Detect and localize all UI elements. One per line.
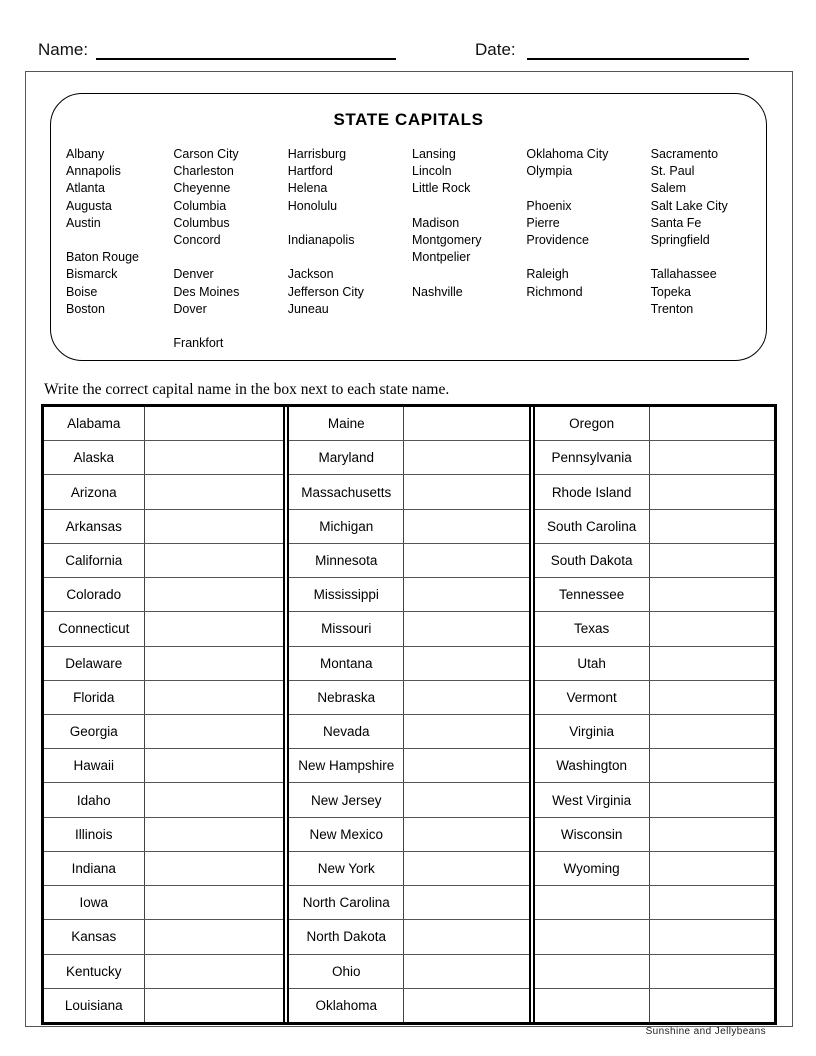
table-row: [535, 852, 774, 886]
capital-name: Montgomery: [412, 232, 482, 247]
answer-cell[interactable]: [404, 715, 528, 748]
answer-cell[interactable]: [650, 749, 774, 782]
capital-name: Honolulu: [287, 198, 338, 213]
answer-cell[interactable]: [404, 749, 528, 782]
table-group-2: [287, 407, 530, 1022]
state-cell: Illinois: [44, 818, 145, 851]
capital-name: St. Paul: [650, 164, 695, 179]
capitals-column-3: [288, 146, 412, 352]
answer-cell[interactable]: [650, 989, 774, 1022]
capital-name: Denver: [173, 267, 214, 282]
capital-name: Helena: [287, 181, 328, 196]
state-cell: West Virginia: [535, 783, 650, 816]
state-cell: Massachusetts: [289, 475, 404, 508]
table-row: [535, 681, 774, 715]
table-row: [289, 647, 528, 681]
table-row: [44, 544, 283, 578]
state-cell: Wisconsin: [535, 818, 650, 851]
table-row: [289, 475, 528, 509]
table-row: [44, 852, 283, 886]
answer-cell[interactable]: [145, 681, 284, 714]
capital-name: Pierre: [526, 215, 560, 230]
table-row: [289, 749, 528, 783]
state-cell: Alabama: [44, 407, 145, 440]
capital-name: Carson City: [173, 147, 239, 161]
state-cell: Georgia: [44, 715, 145, 748]
capital-name: Columbia: [173, 198, 227, 213]
capital-name: Albany: [66, 147, 105, 161]
blank-line-spacer: [651, 335, 762, 352]
answer-cell[interactable]: [145, 989, 284, 1022]
empty-state-cell: [535, 920, 650, 953]
table-row: [44, 783, 283, 817]
blank-line-spacer: [412, 335, 526, 352]
capital-name: Boise: [66, 284, 98, 299]
table-row: [289, 920, 528, 954]
capital-name: Springfield: [650, 232, 710, 247]
state-cell: Texas: [535, 612, 650, 645]
answer-cell[interactable]: [145, 749, 284, 782]
state-cell: North Dakota: [289, 920, 404, 953]
state-cell: Nebraska: [289, 681, 404, 714]
capitals-column-6: [651, 146, 762, 352]
table-group-3: [533, 407, 774, 1022]
table-row: [289, 681, 528, 715]
capital-name: Columbus: [173, 215, 230, 230]
capital-name: Augusta: [66, 198, 112, 213]
state-cell: Delaware: [44, 647, 145, 680]
capital-name: Salem: [650, 181, 687, 196]
table-row: [535, 715, 774, 749]
state-cell: Colorado: [44, 578, 145, 611]
capital-name: Frankfort: [173, 336, 224, 351]
state-cell: New Mexico: [289, 818, 404, 851]
blank-line-spacer: [173, 318, 287, 335]
state-cell: Arkansas: [44, 510, 145, 543]
blank-line-spacer: [526, 318, 650, 335]
blank-line-spacer: [66, 232, 173, 249]
answer-cell[interactable]: [145, 407, 284, 440]
table-row: [289, 407, 528, 441]
capital-name: Bismarck: [66, 267, 118, 282]
state-cell: New Hampshire: [289, 749, 404, 782]
table-row: [44, 441, 283, 475]
state-cell: Alaska: [44, 441, 145, 474]
blank-line-spacer: [412, 266, 526, 283]
answer-cell[interactable]: [650, 955, 774, 988]
state-cell: New York: [289, 852, 404, 885]
answer-cell[interactable]: [650, 612, 774, 645]
state-cell: Arizona: [44, 475, 145, 508]
empty-state-cell: [535, 886, 650, 919]
answer-cell[interactable]: [404, 989, 528, 1022]
answer-cell[interactable]: [404, 578, 528, 611]
answer-cell[interactable]: [404, 441, 528, 474]
table-row: [289, 852, 528, 886]
name-label: Name:: [38, 40, 89, 59]
table-row: [44, 647, 283, 681]
state-cell: North Carolina: [289, 886, 404, 919]
table-row: [289, 510, 528, 544]
answer-cell[interactable]: [650, 681, 774, 714]
answer-cell[interactable]: [404, 920, 528, 953]
blank-line-spacer: [173, 249, 287, 266]
date-label: Date:: [475, 40, 516, 59]
table-row: [535, 783, 774, 817]
answer-cell[interactable]: [650, 920, 774, 953]
table-row: [44, 886, 283, 920]
state-cell: Nevada: [289, 715, 404, 748]
capital-name: Topeka: [650, 284, 691, 299]
credit-text: Sunshine and Jellybeans: [645, 1026, 766, 1037]
state-cell: Maine: [289, 407, 404, 440]
capital-name: Atlanta: [66, 181, 105, 196]
table-row: [535, 749, 774, 783]
state-cell: Minnesota: [289, 544, 404, 577]
state-cell: Pennsylvania: [535, 441, 650, 474]
blank-line-spacer: [288, 335, 412, 352]
capital-name: Lincoln: [412, 164, 452, 179]
state-cell: Kansas: [44, 920, 145, 953]
capital-name: Raleigh: [526, 267, 569, 282]
capital-name: Austin: [66, 215, 101, 230]
blank-line-spacer: [288, 215, 412, 232]
state-cell: Hawaii: [44, 749, 145, 782]
table-row: [44, 578, 283, 612]
capital-name: Santa Fe: [650, 215, 702, 230]
answer-cell[interactable]: [145, 715, 284, 748]
capital-name: Charleston: [173, 164, 234, 179]
answer-cell[interactable]: [404, 544, 528, 577]
state-cell: Tennessee: [535, 578, 650, 611]
answer-cell[interactable]: [404, 612, 528, 645]
capitals-column-1: [66, 146, 173, 352]
state-cell: Ohio: [289, 955, 404, 988]
table-row: [535, 612, 774, 646]
capital-name: Des Moines: [173, 284, 240, 299]
capital-name: Madison: [412, 215, 460, 230]
table-row: [535, 475, 774, 509]
state-cell: Oregon: [535, 407, 650, 440]
answer-cell[interactable]: [650, 818, 774, 851]
empty-state-cell: [535, 955, 650, 988]
capital-name: Sacramento: [650, 147, 719, 161]
state-cell: Montana: [289, 647, 404, 680]
state-cell: Louisiana: [44, 989, 145, 1022]
state-cell: Michigan: [289, 510, 404, 543]
table-row: [289, 989, 528, 1022]
capital-name: Juneau: [287, 301, 329, 316]
capital-name: Montpelier: [412, 250, 471, 265]
answer-cell[interactable]: [650, 783, 774, 816]
blank-line-spacer: [412, 318, 526, 335]
capitals-columns: [66, 146, 762, 352]
capital-name: Jefferson City: [287, 284, 364, 299]
answer-cell[interactable]: [650, 852, 774, 885]
table-row: [535, 920, 774, 954]
state-cell: Vermont: [535, 681, 650, 714]
answer-cell[interactable]: [145, 920, 284, 953]
table-row: [44, 920, 283, 954]
date-input-line[interactable]: [527, 40, 749, 60]
answer-cell[interactable]: [145, 886, 284, 919]
capital-name: Hartford: [287, 164, 333, 179]
capital-name: Richmond: [526, 284, 583, 299]
answer-cell[interactable]: [650, 647, 774, 680]
table-row: [44, 818, 283, 852]
answer-cell[interactable]: [650, 475, 774, 508]
blank-line-spacer: [651, 318, 762, 335]
answer-cell[interactable]: [650, 886, 774, 919]
answer-cell[interactable]: [404, 647, 528, 680]
table-row: [44, 475, 283, 509]
capitals-column-5: [526, 146, 650, 352]
state-cell: South Dakota: [535, 544, 650, 577]
capital-name: Cheyenne: [173, 181, 231, 196]
empty-state-cell: [535, 989, 650, 1022]
state-cell: Utah: [535, 647, 650, 680]
state-cell: Idaho: [44, 783, 145, 816]
capital-name: Lansing: [412, 147, 456, 161]
answer-cell[interactable]: [145, 818, 284, 851]
word-bank-title: STATE CAPITALS: [333, 110, 484, 129]
table-row: [535, 818, 774, 852]
table-row: [289, 783, 528, 817]
table-row: [535, 510, 774, 544]
table-group-1: [44, 407, 285, 1022]
capital-name: Baton Rouge: [66, 250, 139, 265]
answer-cell[interactable]: [404, 955, 528, 988]
state-capital-table: [41, 404, 777, 1025]
answer-cell[interactable]: [404, 783, 528, 816]
answer-cell[interactable]: [404, 852, 528, 885]
capital-name: Jackson: [287, 267, 334, 282]
answer-cell[interactable]: [404, 510, 528, 543]
answer-cell[interactable]: [145, 955, 284, 988]
answer-cell[interactable]: [145, 510, 284, 543]
state-cell: Rhode Island: [535, 475, 650, 508]
state-cell: Maryland: [289, 441, 404, 474]
table-row: [44, 510, 283, 544]
table-row: [44, 715, 283, 749]
blank-line-spacer: [526, 180, 650, 197]
instruction-text: Write the correct capital name in the box next to each state name.: [44, 381, 450, 398]
answer-cell[interactable]: [145, 852, 284, 885]
table-row: [44, 407, 283, 441]
state-cell: South Carolina: [535, 510, 650, 543]
capital-name: Salt Lake City: [650, 198, 728, 213]
state-cell: Washington: [535, 749, 650, 782]
table-row: [535, 407, 774, 441]
blank-line-spacer: [526, 249, 650, 266]
state-cell: Missouri: [289, 612, 404, 645]
answer-cell[interactable]: [650, 578, 774, 611]
answer-cell[interactable]: [404, 818, 528, 851]
table-row: [289, 818, 528, 852]
capital-name: Concord: [173, 232, 221, 247]
capital-name: Harrisburg: [287, 147, 347, 161]
table-row: [289, 544, 528, 578]
capital-name: Dover: [173, 301, 207, 316]
answer-cell[interactable]: [145, 441, 284, 474]
answer-cell[interactable]: [650, 441, 774, 474]
blank-line-spacer: [66, 318, 173, 335]
table-row: [44, 681, 283, 715]
blank-line-spacer: [288, 318, 412, 335]
answer-cell[interactable]: [145, 578, 284, 611]
capitals-column-4: [412, 146, 526, 352]
capitals-word-bank: [50, 93, 767, 361]
state-cell: Virginia: [535, 715, 650, 748]
state-cell: California: [44, 544, 145, 577]
capital-name: Phoenix: [526, 198, 572, 213]
table-row: [289, 578, 528, 612]
capital-name: Providence: [526, 232, 589, 247]
blank-line-spacer: [412, 198, 526, 215]
table-row: [535, 544, 774, 578]
blank-line-spacer: [288, 249, 412, 266]
answer-cell[interactable]: [145, 612, 284, 645]
capital-name: Boston: [66, 301, 105, 316]
capital-name: Olympia: [526, 164, 573, 179]
table-row: [535, 441, 774, 475]
answer-cell[interactable]: [404, 407, 528, 440]
table-row: [44, 612, 283, 646]
blank-line-spacer: [66, 335, 173, 352]
table-row: [289, 612, 528, 646]
answer-cell[interactable]: [404, 886, 528, 919]
capital-name: Trenton: [650, 301, 694, 316]
table-row: [535, 989, 774, 1022]
answer-cell[interactable]: [145, 544, 284, 577]
capital-name: Indianapolis: [287, 232, 355, 247]
state-cell: Iowa: [44, 886, 145, 919]
table-row: [535, 647, 774, 681]
table-row: [44, 749, 283, 783]
answer-cell[interactable]: [145, 647, 284, 680]
answer-cell[interactable]: [650, 544, 774, 577]
blank-line-spacer: [412, 301, 526, 318]
table-row: [535, 955, 774, 989]
answer-cell[interactable]: [650, 407, 774, 440]
table-row: [289, 715, 528, 749]
state-cell: Kentucky: [44, 955, 145, 988]
answer-cell[interactable]: [650, 510, 774, 543]
state-cell: Florida: [44, 681, 145, 714]
capital-name: Tallahassee: [650, 267, 717, 282]
capital-name: Little Rock: [412, 181, 471, 196]
blank-line-spacer: [526, 335, 650, 352]
state-cell: Oklahoma: [289, 989, 404, 1022]
answer-cell[interactable]: [145, 475, 284, 508]
table-row: [289, 955, 528, 989]
answer-cell[interactable]: [404, 475, 528, 508]
answer-cell[interactable]: [145, 783, 284, 816]
name-input-line[interactable]: [96, 40, 396, 60]
capital-name: Nashville: [412, 284, 463, 299]
capital-name: Oklahoma City: [526, 147, 609, 161]
state-cell: Indiana: [44, 852, 145, 885]
table-row: [289, 441, 528, 475]
state-cell: Wyoming: [535, 852, 650, 885]
table-row: [535, 578, 774, 612]
state-cell: Connecticut: [44, 612, 145, 645]
capital-name: Annapolis: [66, 164, 121, 179]
table-row: [289, 886, 528, 920]
blank-line-spacer: [526, 301, 650, 318]
blank-line-spacer: [651, 249, 762, 266]
table-row: [44, 955, 283, 989]
state-cell: New Jersey: [289, 783, 404, 816]
answer-cell[interactable]: [650, 715, 774, 748]
state-cell: Mississippi: [289, 578, 404, 611]
table-row: [535, 886, 774, 920]
capitals-column-2: [173, 146, 287, 352]
table-row: [44, 989, 283, 1022]
answer-cell[interactable]: [404, 681, 528, 714]
